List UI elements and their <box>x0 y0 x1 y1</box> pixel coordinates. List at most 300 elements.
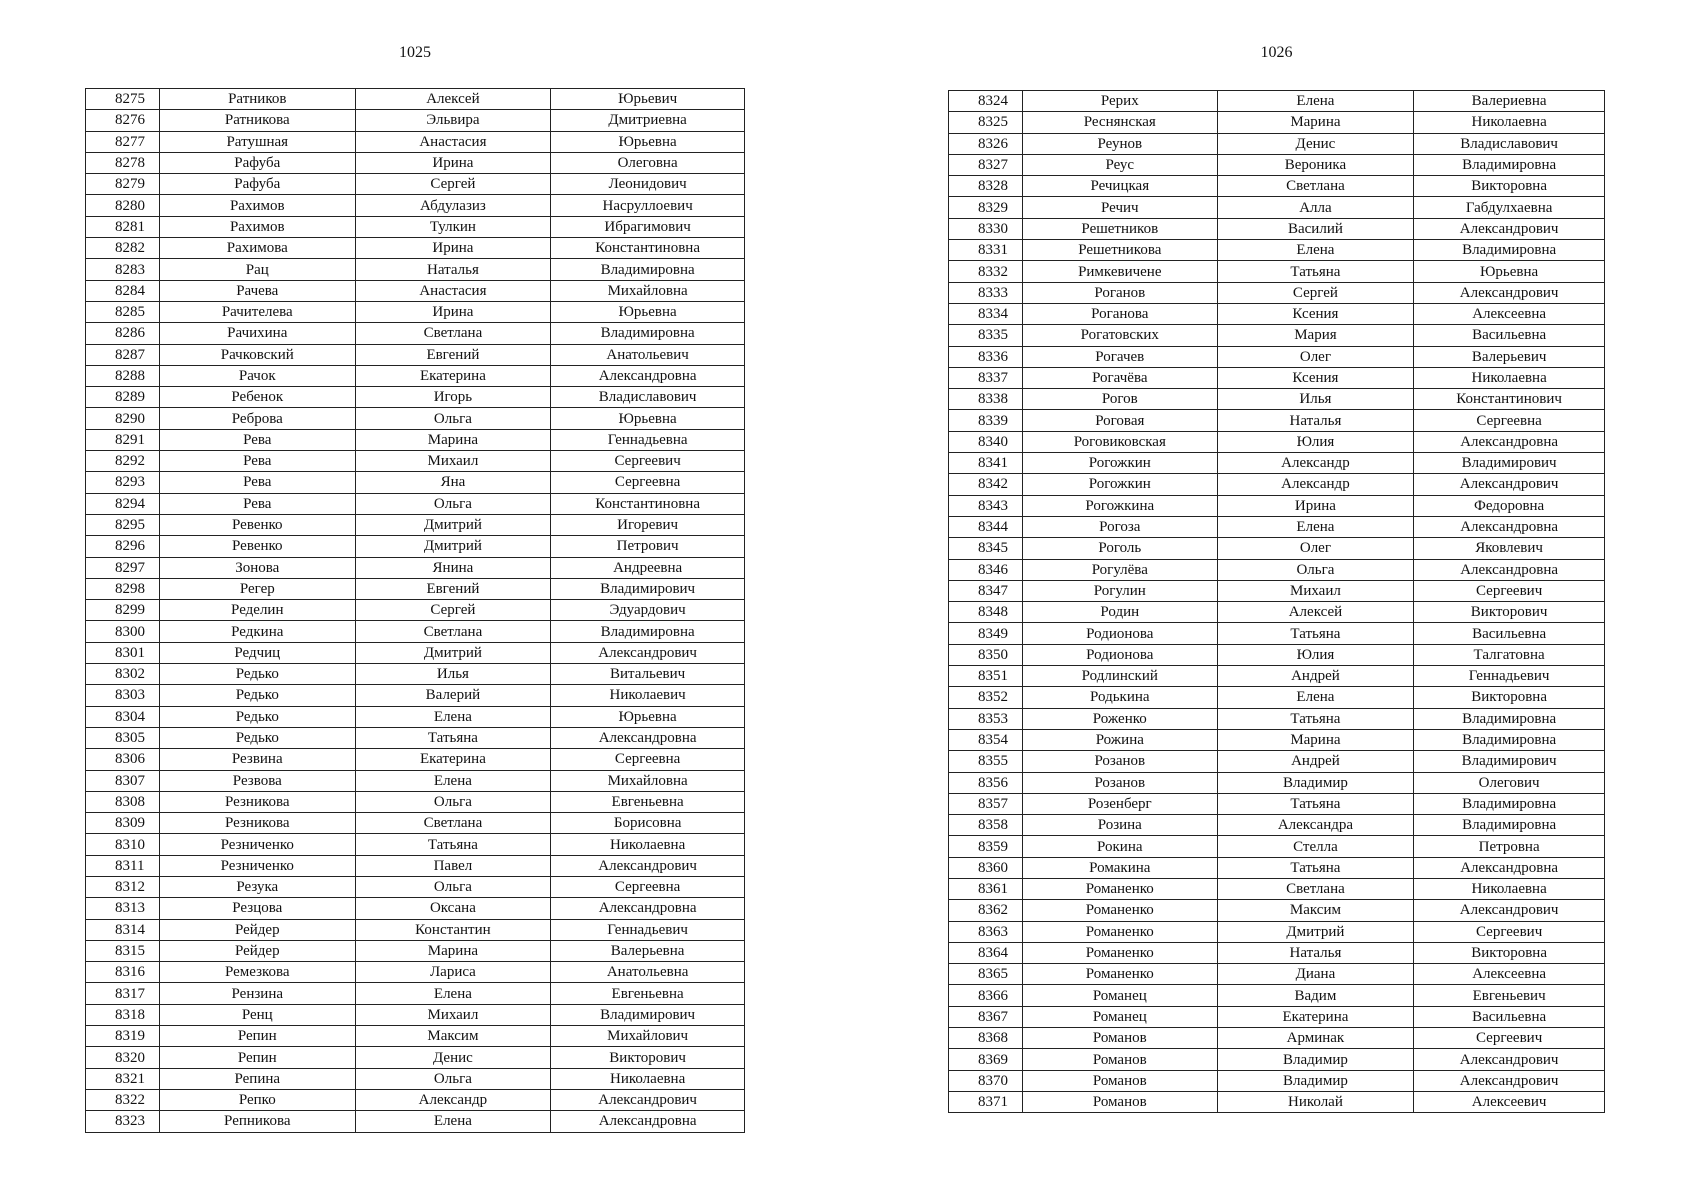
record-number-cell: 8302 <box>86 664 160 685</box>
surname-cell: Романец <box>1022 985 1217 1006</box>
record-number-cell: 8341 <box>949 453 1023 474</box>
surname-cell: Редчиц <box>159 642 355 663</box>
surname-cell: Реброва <box>159 408 355 429</box>
first-name-cell: Елена <box>355 770 551 791</box>
page-number: 1026 <box>1260 44 1293 61</box>
surname-cell: Рогулин <box>1022 580 1217 601</box>
record-number-cell: 8308 <box>86 791 160 812</box>
table-row <box>86 1068 745 1089</box>
record-number-cell: 8368 <box>949 1028 1023 1049</box>
patronymic-cell: Владимировна <box>1414 815 1605 836</box>
record-number-cell: 8325 <box>949 112 1023 133</box>
patronymic-cell: Михайловна <box>551 770 745 791</box>
surname-cell: Ревенко <box>159 514 355 535</box>
patronymic-cell: Насруллоевич <box>551 195 745 216</box>
first-name-cell: Наталья <box>1217 410 1414 431</box>
record-number-cell: 8343 <box>949 495 1023 516</box>
table-row <box>949 964 1605 985</box>
table-row <box>949 410 1605 431</box>
surname-cell: Редько <box>159 685 355 706</box>
record-number-cell: 8296 <box>86 536 160 557</box>
patronymic-cell: Геннадьевич <box>1414 666 1605 687</box>
first-name-cell: Диана <box>1217 964 1414 985</box>
surname-cell: Родионова <box>1022 623 1217 644</box>
surname-cell: Резука <box>159 876 355 897</box>
patronymic-cell: Михайлович <box>551 1026 745 1047</box>
table-row <box>949 602 1605 623</box>
first-name-cell: Михаил <box>1217 580 1414 601</box>
surname-cell: Рац <box>159 259 355 280</box>
record-number-cell: 8351 <box>949 666 1023 687</box>
table-row <box>86 749 745 770</box>
surname-cell: Ромакина <box>1022 857 1217 878</box>
record-number-cell: 8295 <box>86 514 160 535</box>
first-name-cell: Вадим <box>1217 985 1414 1006</box>
table-row <box>949 666 1605 687</box>
patronymic-cell: Константинович <box>1414 389 1605 410</box>
record-number-cell: 8275 <box>86 89 160 110</box>
record-number-cell: 8303 <box>86 685 160 706</box>
table-row <box>86 195 745 216</box>
record-number-cell: 8354 <box>949 729 1023 750</box>
first-name-cell: Андрей <box>1217 666 1414 687</box>
table-row <box>949 1049 1605 1070</box>
first-name-cell: Дмитрий <box>355 642 551 663</box>
first-name-cell: Екатерина <box>355 749 551 770</box>
table-row <box>86 898 745 919</box>
table-row <box>949 1006 1605 1027</box>
patronymic-cell: Яковлевич <box>1414 538 1605 559</box>
first-name-cell: Татьяна <box>355 727 551 748</box>
table-row <box>949 772 1605 793</box>
patronymic-cell: Юрьевна <box>551 408 745 429</box>
patronymic-cell: Владиславович <box>551 387 745 408</box>
first-name-cell: Владимир <box>1217 772 1414 793</box>
first-name-cell: Денис <box>1217 133 1414 154</box>
patronymic-cell: Викторовна <box>1414 942 1605 963</box>
surname-cell: Рачок <box>159 365 355 386</box>
table-row <box>949 303 1605 324</box>
table-row <box>86 1111 745 1132</box>
first-name-cell: Илья <box>355 664 551 685</box>
surname-cell: Розанов <box>1022 772 1217 793</box>
patronymic-cell: Александровна <box>551 898 745 919</box>
record-number-cell: 8371 <box>949 1091 1023 1112</box>
surname-cell: Ратникова <box>159 110 355 131</box>
surname-cell: Рензина <box>159 983 355 1004</box>
first-name-cell: Мария <box>1217 325 1414 346</box>
first-name-cell: Александра <box>1217 815 1414 836</box>
table-row <box>86 152 745 173</box>
patronymic-cell: Викторович <box>1414 602 1605 623</box>
surname-cell: Родькина <box>1022 687 1217 708</box>
first-name-cell: Владимир <box>1217 1049 1414 1070</box>
surname-cell: Репин <box>159 1026 355 1047</box>
first-name-cell: Ирина <box>355 152 551 173</box>
patronymic-cell: Константиновна <box>551 493 745 514</box>
first-name-cell: Дмитрий <box>1217 921 1414 942</box>
record-number-cell: 8312 <box>86 876 160 897</box>
record-number-cell: 8281 <box>86 216 160 237</box>
patronymic-cell: Юрьевна <box>551 131 745 152</box>
table-row <box>86 578 745 599</box>
table-row <box>949 985 1605 1006</box>
patronymic-cell: Владимировна <box>1414 729 1605 750</box>
surname-cell: Ревенко <box>159 536 355 557</box>
patronymic-cell: Евгеньевна <box>551 983 745 1004</box>
surname-cell: Речицкая <box>1022 176 1217 197</box>
record-number-cell: 8326 <box>949 133 1023 154</box>
patronymic-cell: Владимировна <box>1414 708 1605 729</box>
patronymic-cell: Викторовна <box>1414 176 1605 197</box>
table-row <box>86 493 745 514</box>
table-row <box>949 708 1605 729</box>
page-number: 1025 <box>399 44 431 61</box>
surname-cell: Репникова <box>159 1111 355 1132</box>
record-number-cell: 8342 <box>949 474 1023 495</box>
surname-cell: Рачителева <box>159 301 355 322</box>
surname-cell: Роганова <box>1022 303 1217 324</box>
patronymic-cell: Леонидович <box>551 174 745 195</box>
table-row <box>86 238 745 259</box>
patronymic-cell: Сергеевич <box>551 451 745 472</box>
table-row <box>86 323 745 344</box>
record-number-cell: 8352 <box>949 687 1023 708</box>
table-row <box>86 940 745 961</box>
record-number-cell: 8338 <box>949 389 1023 410</box>
first-name-cell: Ирина <box>355 238 551 259</box>
table-row <box>949 878 1605 899</box>
first-name-cell: Наталья <box>355 259 551 280</box>
surname-cell: Роговая <box>1022 410 1217 431</box>
surname-cell: Рогов <box>1022 389 1217 410</box>
first-name-cell: Светлана <box>1217 878 1414 899</box>
surname-cell: Рогоза <box>1022 516 1217 537</box>
first-name-cell: Василий <box>1217 218 1414 239</box>
surname-cell: Романенко <box>1022 900 1217 921</box>
table-row <box>949 282 1605 303</box>
patronymic-cell: Юрьевна <box>551 706 745 727</box>
surname-cell: Репина <box>159 1068 355 1089</box>
table-row <box>949 91 1605 112</box>
first-name-cell: Елена <box>355 706 551 727</box>
record-number-cell: 8349 <box>949 623 1023 644</box>
table-row <box>86 855 745 876</box>
first-name-cell: Олег <box>1217 346 1414 367</box>
record-number-cell: 8309 <box>86 813 160 834</box>
first-name-cell: Александр <box>355 1089 551 1110</box>
record-number-cell: 8315 <box>86 940 160 961</box>
record-number-cell: 8359 <box>949 836 1023 857</box>
surname-cell: Родин <box>1022 602 1217 623</box>
surname-cell: Решетникова <box>1022 240 1217 261</box>
table-row <box>949 453 1605 474</box>
patronymic-cell: Михайловна <box>551 280 745 301</box>
table-row <box>86 344 745 365</box>
first-name-cell: Максим <box>1217 900 1414 921</box>
record-number-cell: 8332 <box>949 261 1023 282</box>
first-name-cell: Екатерина <box>1217 1006 1414 1027</box>
patronymic-cell: Анатольевна <box>551 962 745 983</box>
surname-cell: Родионова <box>1022 644 1217 665</box>
patronymic-cell: Эдуардович <box>551 600 745 621</box>
surname-cell: Роголь <box>1022 538 1217 559</box>
patronymic-cell: Юрьевич <box>551 89 745 110</box>
table-row <box>86 408 745 429</box>
table-row <box>86 131 745 152</box>
surname-cell: Рогулёва <box>1022 559 1217 580</box>
surname-cell: Римкевичене <box>1022 261 1217 282</box>
table-row <box>949 325 1605 346</box>
first-name-cell: Марина <box>355 429 551 450</box>
table-row <box>86 706 745 727</box>
patronymic-cell: Олегович <box>1414 772 1605 793</box>
table-row <box>949 261 1605 282</box>
roster-body <box>949 91 1605 1113</box>
surname-cell: Резцова <box>159 898 355 919</box>
first-name-cell: Ольга <box>355 408 551 429</box>
surname-cell: Редкина <box>159 621 355 642</box>
surname-cell: Рафуба <box>159 152 355 173</box>
first-name-cell: Олег <box>1217 538 1414 559</box>
table-row <box>86 983 745 1004</box>
first-name-cell: Алексей <box>355 89 551 110</box>
patronymic-cell: Геннадьевна <box>551 429 745 450</box>
surname-cell: Рачихина <box>159 323 355 344</box>
record-number-cell: 8293 <box>86 472 160 493</box>
table-row <box>949 431 1605 452</box>
record-number-cell: 8330 <box>949 218 1023 239</box>
first-name-cell: Яна <box>355 472 551 493</box>
first-name-cell: Екатерина <box>355 365 551 386</box>
record-number-cell: 8336 <box>949 346 1023 367</box>
table-row <box>949 112 1605 133</box>
first-name-cell: Елена <box>355 983 551 1004</box>
first-name-cell: Ольга <box>1217 559 1414 580</box>
patronymic-cell: Александровна <box>551 365 745 386</box>
first-name-cell: Татьяна <box>1217 708 1414 729</box>
record-number-cell: 8346 <box>949 559 1023 580</box>
first-name-cell: Стелла <box>1217 836 1414 857</box>
table-row <box>86 301 745 322</box>
patronymic-cell: Валериевна <box>1414 91 1605 112</box>
first-name-cell: Эльвира <box>355 110 551 131</box>
record-number-cell: 8285 <box>86 301 160 322</box>
surname-cell: Романов <box>1022 1049 1217 1070</box>
patronymic-cell: Юрьевна <box>1414 261 1605 282</box>
table-row <box>949 729 1605 750</box>
record-number-cell: 8370 <box>949 1070 1023 1091</box>
surname-cell: Реус <box>1022 154 1217 175</box>
record-number-cell: 8360 <box>949 857 1023 878</box>
record-number-cell: 8356 <box>949 772 1023 793</box>
surname-cell: Рева <box>159 493 355 514</box>
table-row <box>86 1047 745 1068</box>
first-name-cell: Светлана <box>355 813 551 834</box>
patronymic-cell: Васильевна <box>1414 623 1605 644</box>
surname-cell: Рожина <box>1022 729 1217 750</box>
record-number-cell: 8280 <box>86 195 160 216</box>
patronymic-cell: Сергеевна <box>1414 410 1605 431</box>
surname-cell: Рева <box>159 472 355 493</box>
table-row <box>949 346 1605 367</box>
first-name-cell: Ольга <box>355 1068 551 1089</box>
surname-cell: Резвина <box>159 749 355 770</box>
patronymic-cell: Александрович <box>551 855 745 876</box>
patronymic-cell: Александрович <box>1414 900 1605 921</box>
table-row <box>949 176 1605 197</box>
record-number-cell: 8355 <box>949 751 1023 772</box>
patronymic-cell: Александрович <box>1414 474 1605 495</box>
surname-cell: Ратушная <box>159 131 355 152</box>
patronymic-cell: Александрович <box>1414 218 1605 239</box>
table-row <box>86 727 745 748</box>
table-row <box>86 664 745 685</box>
first-name-cell: Татьяна <box>1217 857 1414 878</box>
first-name-cell: Александр <box>1217 453 1414 474</box>
surname-cell: Рерих <box>1022 91 1217 112</box>
table-row <box>86 280 745 301</box>
patronymic-cell: Александровна <box>551 1111 745 1132</box>
patronymic-cell: Александровна <box>1414 857 1605 878</box>
surname-cell: Романенко <box>1022 942 1217 963</box>
record-number-cell: 8310 <box>86 834 160 855</box>
table-row <box>86 621 745 642</box>
record-number-cell: 8345 <box>949 538 1023 559</box>
record-number-cell: 8365 <box>949 964 1023 985</box>
table-row <box>86 472 745 493</box>
table-row <box>86 536 745 557</box>
table-row <box>86 962 745 983</box>
record-number-cell: 8334 <box>949 303 1023 324</box>
record-number-cell: 8300 <box>86 621 160 642</box>
record-number-cell: 8319 <box>86 1026 160 1047</box>
table-row <box>86 834 745 855</box>
record-number-cell: 8357 <box>949 793 1023 814</box>
first-name-cell: Сергей <box>355 600 551 621</box>
first-name-cell: Ирина <box>355 301 551 322</box>
record-number-cell: 8339 <box>949 410 1023 431</box>
first-name-cell: Владимир <box>1217 1070 1414 1091</box>
patronymic-cell: Петровна <box>1414 836 1605 857</box>
first-name-cell: Игорь <box>355 387 551 408</box>
record-number-cell: 8277 <box>86 131 160 152</box>
first-name-cell: Янина <box>355 557 551 578</box>
patronymic-cell: Владимирович <box>1414 751 1605 772</box>
record-number-cell: 8329 <box>949 197 1023 218</box>
surname-cell: Рачковский <box>159 344 355 365</box>
surname-cell: Резникова <box>159 813 355 834</box>
table-row <box>86 600 745 621</box>
patronymic-cell: Ибрагимович <box>551 216 745 237</box>
patronymic-cell: Алексеевна <box>1414 303 1605 324</box>
table-row <box>949 495 1605 516</box>
record-number-cell: 8328 <box>949 176 1023 197</box>
first-name-cell: Максим <box>355 1026 551 1047</box>
surname-cell: Рахимов <box>159 216 355 237</box>
record-number-cell: 8278 <box>86 152 160 173</box>
first-name-cell: Елена <box>1217 516 1414 537</box>
table-row <box>949 1091 1605 1112</box>
first-name-cell: Арминак <box>1217 1028 1414 1049</box>
surname-cell: Рогатовских <box>1022 325 1217 346</box>
table-row <box>949 197 1605 218</box>
roster-table <box>948 90 1605 1113</box>
surname-cell: Рева <box>159 429 355 450</box>
surname-cell: Рева <box>159 451 355 472</box>
table-row <box>949 921 1605 942</box>
record-number-cell: 8305 <box>86 727 160 748</box>
record-number-cell: 8358 <box>949 815 1023 836</box>
record-number-cell: 8366 <box>949 985 1023 1006</box>
surname-cell: Зонова <box>159 557 355 578</box>
patronymic-cell: Николаевна <box>1414 367 1605 388</box>
patronymic-cell: Николаевна <box>551 1068 745 1089</box>
record-number-cell: 8321 <box>86 1068 160 1089</box>
surname-cell: Редько <box>159 706 355 727</box>
surname-cell: Реунов <box>1022 133 1217 154</box>
patronymic-cell: Александровна <box>1414 516 1605 537</box>
record-number-cell: 8318 <box>86 1004 160 1025</box>
surname-cell: Резниченко <box>159 855 355 876</box>
record-number-cell: 8292 <box>86 451 160 472</box>
first-name-cell: Ирина <box>1217 495 1414 516</box>
first-name-cell: Светлана <box>355 323 551 344</box>
table-row <box>949 1028 1605 1049</box>
surname-cell: Ремезкова <box>159 962 355 983</box>
patronymic-cell: Сергеевич <box>1414 921 1605 942</box>
patronymic-cell: Сергеевич <box>1414 1028 1605 1049</box>
surname-cell: Регер <box>159 578 355 599</box>
surname-cell: Романов <box>1022 1091 1217 1112</box>
first-name-cell: Юлия <box>1217 431 1414 452</box>
first-name-cell: Елена <box>1217 240 1414 261</box>
table-row <box>86 89 745 110</box>
surname-cell: Реснянская <box>1022 112 1217 133</box>
table-row <box>949 389 1605 410</box>
patronymic-cell: Владимирович <box>551 578 745 599</box>
patronymic-cell: Владиславович <box>1414 133 1605 154</box>
record-number-cell: 8333 <box>949 282 1023 303</box>
table-row <box>86 259 745 280</box>
record-number-cell: 8363 <box>949 921 1023 942</box>
table-row <box>86 1089 745 1110</box>
patronymic-cell: Викторовна <box>1414 687 1605 708</box>
record-number-cell: 8291 <box>86 429 160 450</box>
patronymic-cell: Алексеевна <box>1414 964 1605 985</box>
surname-cell: Рогачёва <box>1022 367 1217 388</box>
table-row <box>86 216 745 237</box>
record-number-cell: 8311 <box>86 855 160 876</box>
first-name-cell: Ксения <box>1217 367 1414 388</box>
first-name-cell: Тулкин <box>355 216 551 237</box>
surname-cell: Романенко <box>1022 878 1217 899</box>
table-row <box>949 751 1605 772</box>
first-name-cell: Светлана <box>1217 176 1414 197</box>
surname-cell: Розина <box>1022 815 1217 836</box>
surname-cell: Роженко <box>1022 708 1217 729</box>
first-name-cell: Сергей <box>1217 282 1414 303</box>
patronymic-cell: Сергеевна <box>551 472 745 493</box>
record-number-cell: 8340 <box>949 431 1023 452</box>
table-row <box>86 110 745 131</box>
patronymic-cell: Владимировна <box>1414 154 1605 175</box>
patronymic-cell: Дмитриевна <box>551 110 745 131</box>
record-number-cell: 8304 <box>86 706 160 727</box>
surname-cell: Роговиковская <box>1022 431 1217 452</box>
surname-cell: Розенберг <box>1022 793 1217 814</box>
record-number-cell: 8361 <box>949 878 1023 899</box>
